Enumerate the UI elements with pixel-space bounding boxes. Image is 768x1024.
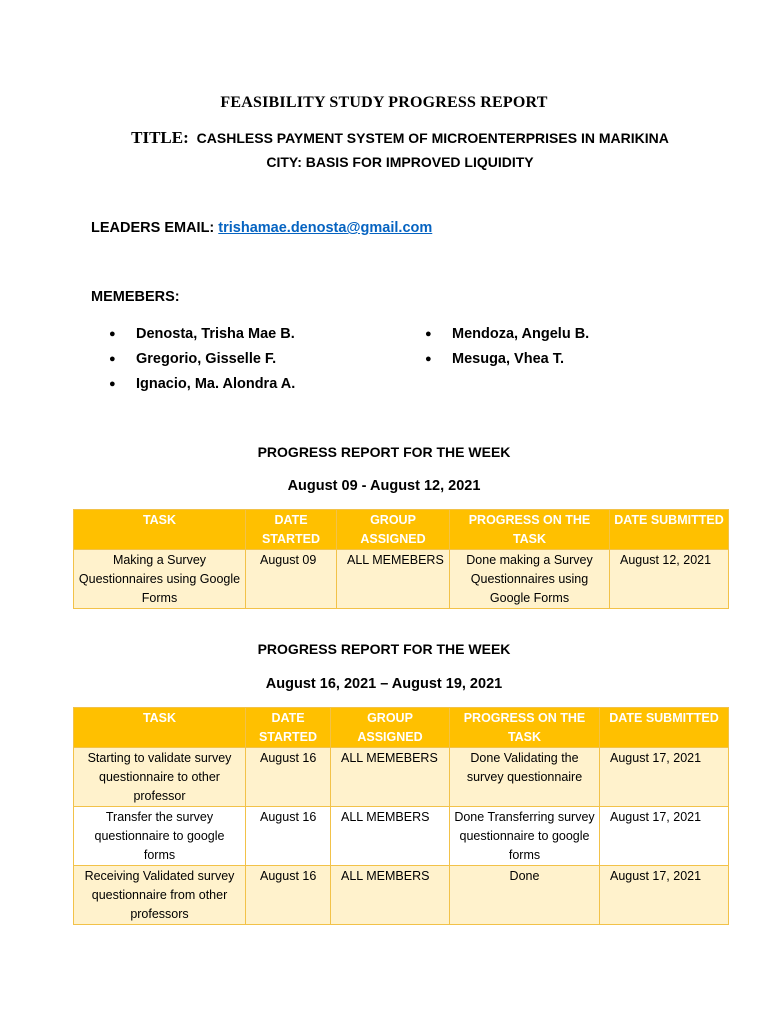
progress-cell: Done bbox=[450, 866, 600, 925]
progress-cell: Done making a Survey Questionnaires using Google Forms bbox=[450, 550, 610, 609]
week1-date-range: August 09 - August 12, 2021 bbox=[287, 478, 481, 494]
progress-cell: Done Transferring survey questionnaire to google forms bbox=[450, 807, 600, 866]
group-cell: ALL MEMEBERS bbox=[331, 748, 450, 807]
table-row bbox=[74, 866, 729, 925]
column-header: DATE STARTED bbox=[246, 510, 337, 550]
leader-email-link[interactable]: trishamae.denosta@gmail.com bbox=[218, 220, 433, 236]
group-cell: ALL MEMBERS bbox=[331, 866, 450, 925]
group-cell: ALL MEMEBERS bbox=[337, 550, 450, 609]
member-item: ● Mendoza, Angelu B. bbox=[425, 322, 589, 347]
week2-date-range: August 16, 2021 – August 19, 2021 bbox=[265, 676, 503, 692]
title-label: TITLE: bbox=[131, 128, 189, 147]
task-cell: Receiving Validated survey questionnaire from other professors bbox=[74, 866, 246, 925]
column-header: GROUP ASSIGNED bbox=[331, 708, 450, 748]
column-header: PROGRESS ON THE TASK bbox=[450, 510, 610, 550]
leader-email-label: LEADERS EMAIL: bbox=[91, 220, 215, 236]
title-block bbox=[100, 126, 700, 174]
table-header-row bbox=[74, 510, 729, 550]
bullet-icon: ● bbox=[425, 353, 432, 365]
title-line-2: CITY: BASIS FOR IMPROVED LIQUIDITY bbox=[266, 154, 534, 170]
group-cell: ALL MEMBERS bbox=[331, 807, 450, 866]
bullet-icon: ● bbox=[109, 353, 116, 365]
date-submitted-cell: August 17, 2021 bbox=[600, 748, 729, 807]
member-item: ● Denosta, Trisha Mae B. bbox=[109, 322, 295, 347]
date-submitted-cell: August 17, 2021 bbox=[600, 866, 729, 925]
column-header: DATE SUBMITTED bbox=[610, 510, 729, 550]
table-row bbox=[74, 550, 729, 609]
bullet-icon: ● bbox=[425, 328, 432, 340]
member-item: ● Gregorio, Gisselle F. bbox=[109, 347, 295, 372]
column-header: DATE STARTED bbox=[246, 708, 331, 748]
members-label: MEMEBERS: bbox=[91, 289, 180, 305]
date-submitted-cell: August 12, 2021 bbox=[610, 550, 729, 609]
document-heading: FEASIBILITY STUDY PROGRESS REPORT bbox=[220, 94, 548, 111]
members-list-right bbox=[425, 322, 589, 372]
member-item: ● Mesuga, Vhea T. bbox=[425, 347, 589, 372]
column-header: GROUP ASSIGNED bbox=[337, 510, 450, 550]
members-list-left bbox=[109, 322, 295, 397]
date-started-cell: August 09 bbox=[246, 550, 337, 609]
column-header: DATE SUBMITTED bbox=[600, 708, 729, 748]
title-text-1: CASHLESS PAYMENT SYSTEM OF MICROENTERPRISES IN MARIKINA bbox=[196, 130, 669, 146]
title-line-1 bbox=[100, 126, 700, 150]
date-started-cell: August 16 bbox=[246, 748, 331, 807]
column-header: TASK bbox=[74, 708, 246, 748]
bullet-icon: ● bbox=[109, 378, 116, 390]
week1-heading: PROGRESS REPORT FOR THE WEEK bbox=[257, 444, 511, 460]
task-cell: Starting to validate survey questionnaire to other professor bbox=[74, 748, 246, 807]
progress-cell: Done Validating the survey questionnaire bbox=[450, 748, 600, 807]
leader-email-line bbox=[91, 220, 432, 236]
task-cell: Transfer the survey questionnaire to google forms bbox=[74, 807, 246, 866]
date-started-cell: August 16 bbox=[246, 866, 331, 925]
week2-table bbox=[73, 707, 729, 925]
table-row bbox=[74, 807, 729, 866]
table-header-row bbox=[74, 708, 729, 748]
column-header: TASK bbox=[74, 510, 246, 550]
week2-heading: PROGRESS REPORT FOR THE WEEK bbox=[257, 641, 511, 657]
column-header: PROGRESS ON THE TASK bbox=[450, 708, 600, 748]
bullet-icon: ● bbox=[109, 328, 116, 340]
member-item: ● Ignacio, Ma. Alondra A. bbox=[109, 372, 295, 397]
date-started-cell: August 16 bbox=[246, 807, 331, 866]
date-submitted-cell: August 17, 2021 bbox=[600, 807, 729, 866]
week1-table bbox=[73, 509, 729, 609]
task-cell: Making a Survey Questionnaires using Google Forms bbox=[74, 550, 246, 609]
table-row bbox=[74, 748, 729, 807]
